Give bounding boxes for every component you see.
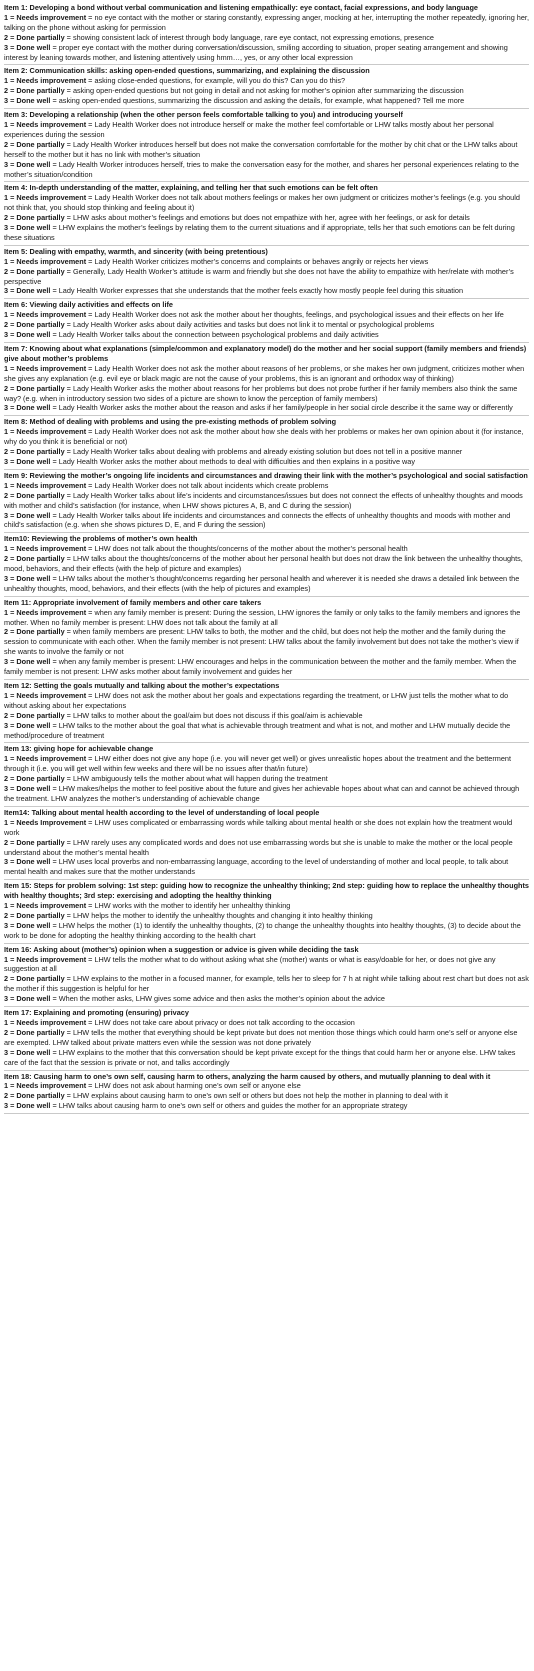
rating-level xyxy=(4,921,529,941)
rating-level-description: = LHW ambiguously tells the mother about what will happen during the treatment xyxy=(64,774,328,784)
rating-item xyxy=(4,944,529,1007)
rating-level xyxy=(4,711,529,721)
rating-item xyxy=(4,246,529,300)
rating-level-description: = Lady Health Worker asks the mother about reasons for her problems but does not probe further if her family members also think the same way? (e.g. when in introductory session two sides of a picture are shown to know the perception of family members) xyxy=(4,383,518,403)
rating-item xyxy=(4,343,529,416)
rating-level-description: = LHW explains to the mother in a focused manner, for example, tells her to sleep for 7 h at night while talking about rest chart but does not ask the mother if this suggestion is helpful for her xyxy=(4,974,529,994)
rating-level-description: = LHW helps the mother (1) to identify the unhealthy thoughts, (2) to change the unhealthy thoughts into healthy thoughts, (3) to decide about the work to be done for adopting the healthy thinking according to the health chart xyxy=(4,920,521,940)
item-title: Item 3: Developing a relationship (when the other person feels comfortable talking to you) and introducing yourself xyxy=(4,110,403,120)
rating-level-description: = LHW helps the mother to identify the unhealthy thoughts and changing it into healthy thinking xyxy=(64,910,373,920)
rating-level-description: = Generally, Lady Health Worker’s attitude is warm and friendly but she does not have the ability to empathize with her/relate with mother’s perspective xyxy=(4,266,514,286)
rating-level xyxy=(4,955,529,975)
item-title: Item 8: Method of dealing with problems and using the pre-existing methods of problem solving xyxy=(4,417,337,427)
rating-level-description: = Lady Health Worker does not ask the mother about her thoughts, feelings, and psychological issues and their effects on her life xyxy=(86,310,504,320)
rating-level-description: = LHW does not talk about the thoughts/concerns of the mother about the mother’s personal health xyxy=(86,544,408,554)
rating-level-key: 2 = Done partially xyxy=(4,383,65,393)
rating-level-description: = when any family member is present: LHW encourages and helps in the communication between the mother and the family member. When the family member is not present: LHW asks mother about family involvement and guides her xyxy=(4,657,517,677)
rating-level-key: 1 = Needs improvement xyxy=(4,76,87,86)
rating-level-key: 1 = Needs improvement xyxy=(4,427,87,437)
rating-item xyxy=(4,109,529,182)
rating-level xyxy=(4,257,529,267)
rating-level-description: = showing consistent lack of interest through body language, rare eye contact, not expressing emotions, presence xyxy=(64,32,434,42)
rating-level-description: = Lady Health Worker talks about the connection between psychological problems and daily activities xyxy=(50,330,379,340)
rating-level-key: 2 = Done partially xyxy=(4,554,65,564)
rating-level-description: = proper eye contact with the mother during conversation/discussion, smiling according to situation, proper seating arrangement and showing interest by leaning towards mother, and listening attentively using hmm…, yes, or any other local expression xyxy=(4,42,508,62)
rating-item xyxy=(4,2,529,65)
rating-level xyxy=(4,13,529,33)
rating-level-key: 3 = Done well xyxy=(4,1047,51,1057)
rating-level-description: = Lady Health Worker does not talk about incidents which create problems xyxy=(86,480,329,490)
rating-item xyxy=(4,680,529,743)
rating-level xyxy=(4,1101,529,1111)
rating-level-key: 2 = Done partially xyxy=(4,710,65,720)
rating-level xyxy=(4,76,529,86)
rating-level-key: 2 = Done partially xyxy=(4,1091,65,1101)
rating-level-key: 1 = Needs improvement xyxy=(4,363,87,373)
rating-level-description: = Lady Health Worker does not talk about mothers feelings or makes her own judgment or criticizes mother’s feelings (e.g. you should not think that, you should stop thinking and feeling about it) xyxy=(4,193,520,213)
rating-level xyxy=(4,627,529,657)
rating-level-description: = LHW does not take care about privacy or does not talk according to the occasion xyxy=(86,1018,355,1027)
rating-level-description: = LHW works with the mother to identify her unhealthy thinking xyxy=(86,901,291,911)
rating-level-key: 1 = Needs improvement xyxy=(4,12,87,22)
rating-item xyxy=(4,1071,529,1115)
rating-level-description: = asking open-ended questions but not going in detail and not asking for mother’s opinion after summarizing the discussion xyxy=(64,86,464,96)
rating-level-key: 2 = Done partially xyxy=(4,627,65,637)
rating-item xyxy=(4,807,529,880)
rating-level-description: = when family members are present: LHW talks to both, the mother and the child, but does not help the mother and the family during the session to communicate with each other. When the family member is not present: LHW talks about the family involvement but does not take the mother’s view if she wants to involve the family or not xyxy=(4,627,519,657)
rating-level xyxy=(4,330,529,340)
rating-level-key: 1 = Needs improvement xyxy=(4,480,87,490)
rating-level-key: 3 = Done well xyxy=(4,510,51,520)
rating-level xyxy=(4,857,529,877)
rating-level-description: = Lady Health Worker talks about life incidents and circumstances and connects the effects of unhealthy thoughts and moods with mother and child’s satisfaction (e.g. when she shows pictures D, E, and F during the session) xyxy=(4,510,511,530)
rating-level-key: 1 = Needs improvement xyxy=(4,1081,87,1091)
rating-level-key: 3 = Done well xyxy=(4,286,51,296)
item-title: Item 2: Communication skills: asking open-ended questions, summarizing, and explaining the discussion xyxy=(4,66,370,76)
rating-level xyxy=(4,1091,529,1101)
rating-level xyxy=(4,140,529,160)
rating-level-key: 3 = Done well xyxy=(4,720,51,730)
rating-level-key: 3 = Done well xyxy=(4,403,51,413)
item-title: Item 15: Steps for problem solving: 1st step: guiding how to recognize the unhealthy thinking; 2nd step: guiding how to replace the unhealthy thoughts with healthy thoughts; 3rd step: exercising and adopting the healthy thinking xyxy=(4,881,529,901)
rating-item xyxy=(4,743,529,806)
rating-item xyxy=(4,416,529,470)
rating-level-description: = Lady Health Worker does not ask the mother about how she deals with her problems or makes her own opinion about it (for instance, why do you think it is beneficial or not) xyxy=(4,427,524,447)
rating-level-description: = LHW tells the mother what to do without asking what she (mother) wants or what is easy/doable for her, or does not give any suggestion at all xyxy=(4,954,496,974)
rating-level-key: 3 = Done well xyxy=(4,657,51,667)
rating-level xyxy=(4,310,529,320)
rating-level-key: 1 = Needs improvement xyxy=(4,193,87,203)
rating-level xyxy=(4,457,529,467)
rating-level xyxy=(4,574,529,594)
item-title: Item 18: Causing harm to one’s own self, causing harm to others, analyzing the harm caused by others, and mutually planning to deal with it xyxy=(4,1071,491,1081)
rating-level-description: = LHW explains about causing harm to one’s own self or others but does not help the mother in planning to deal with it xyxy=(64,1091,449,1101)
rating-level-key: 3 = Done well xyxy=(4,330,51,340)
rating-level-key: 2 = Done partially xyxy=(4,774,65,784)
rating-level-key: 1 = Needs Improvement xyxy=(4,817,87,827)
rating-level xyxy=(4,994,529,1004)
rating-level-key: 2 = Done partially xyxy=(4,86,65,96)
rating-level-description: = LHW talks about the thoughts/concerns of the mother about her personal health but does not draw the link between the unhealthy thoughts, mood, behaviors, and their effects (with the help of picture and examples) xyxy=(4,554,523,574)
rating-level-key: 1 = Needs improvement xyxy=(4,544,87,554)
rating-level-key: 1 = Needs improvement xyxy=(4,754,87,764)
rating-level-description: = LHW uses complicated or embarrassing words while talking about mental health or she does not explain how the treatment would work xyxy=(4,817,513,837)
rating-level xyxy=(4,427,529,447)
rating-level-key: 2 = Done partially xyxy=(4,139,65,149)
rating-level-description: = Lady Health Worker asks the mother about methods to deal with difficulties and then explains in a positive way xyxy=(50,456,416,466)
rating-level-key: 3 = Done well xyxy=(4,223,51,233)
rating-level-description: = LHW asks about mother’s feelings and emotions but does not empathize with her, agree with her feelings, or ask for details xyxy=(64,213,470,223)
rating-level xyxy=(4,96,529,106)
rating-item xyxy=(4,597,529,680)
rating-level-key: 1 = Needs improvement xyxy=(4,310,87,320)
rating-level xyxy=(4,608,529,628)
rating-level xyxy=(4,481,529,491)
rating-level-key: 2 = Done partially xyxy=(4,320,65,330)
rating-level-key: 2 = Done partially xyxy=(4,490,65,500)
rating-level-description: = LHW rarely uses any complicated words and does not use embarrassing words but she is unable to make the mother or the local people understand about the mother’s mental health xyxy=(4,837,513,857)
rating-level-key: 3 = Done well xyxy=(4,920,51,930)
item-title: Item 13: giving hope for achievable change xyxy=(4,744,154,754)
rating-level-key: 3 = Done well xyxy=(4,42,51,52)
rating-level xyxy=(4,511,529,531)
item-title: Item 7: Knowing about what explanations (simple/common and explanatory model) do the mother and her social support (family members and friends) give about mother’s problems xyxy=(4,344,527,363)
rating-level-description: = when any family member is present: During the session, LHW ignores the family or only talks to the family members and ignores the mother. When no family member is present: LHW does not talk about the family at all xyxy=(4,607,521,627)
item-title: Item 17: Explaining and promoting (ensuring) privacy xyxy=(4,1008,189,1018)
rating-level-description: = LHW talks about causing harm to one’s own self or others and guides the mother for an appropriate strategy xyxy=(50,1101,408,1111)
rating-level-description: = When the mother asks, LHW gives some advice and then asks the mother’s opinion about the advice xyxy=(50,994,385,1004)
rating-level-description: = Lady Health Worker introduces herself but does not make the conversation comfortable for the mother by chit chat or the LHW talks about herself to the mother but it has no link with mother’s situation xyxy=(4,139,518,159)
rating-level xyxy=(4,286,529,296)
rating-level-description: = LHW explains to the mother that this conversation should be kept private except for the things that could harm her or anyone else. LHW takes care of the fact that the session is private or not, and talks accordingly xyxy=(4,1047,516,1067)
rating-level-description: = Lady Health Worker introduces herself, tries to make the conversation easy for the mother, and shares her personal experiences relating to the mother’s situation/condition xyxy=(4,159,519,179)
rating-item xyxy=(4,299,529,343)
rating-level-key: 2 = Done partially xyxy=(4,837,65,847)
rating-item xyxy=(4,1007,529,1070)
rating-level-key: 3 = Done well xyxy=(4,784,51,794)
rating-level xyxy=(4,267,529,287)
rating-level-key: 1 = Needs improvement xyxy=(4,954,87,964)
rating-level-description: = Lady Health Worker asks about daily activities and tasks but does not link it to mental or psychological problems xyxy=(64,320,435,330)
rating-level-key: 3 = Done well xyxy=(4,96,51,106)
rating-level xyxy=(4,213,529,223)
rating-level-description: = asking close-ended questions, for example, will you do this? Can you do this? xyxy=(86,76,346,86)
rating-level xyxy=(4,193,529,213)
item-title: Item 9: Reviewing the mother’s ongoing life incidents and circumstances and drawing their link with the mother’s psychological and social satisfaction xyxy=(4,470,528,480)
rating-level-key: 1 = Needs improvement xyxy=(4,119,87,129)
rating-level-description: = LHW uses local proverbs and non-embarrassing language, according to the level of understanding of mother and local people, to talk about mental health and makes sure that the mother understands xyxy=(4,857,509,877)
rating-level-description: = LHW talks about the mother’s thought/concerns regarding her personal health and wherever it is needed she draws a detailed link between the unhealthy thoughts, mood, behaviors, and their effects (with the help of pictures and examples) xyxy=(4,573,520,593)
rating-level-key: 1 = Needs improvement xyxy=(4,1018,87,1027)
rating-level-description: = Lady Health Worker expresses that she understands that the mother feels exactly how mostly people feel during this situation xyxy=(50,286,464,296)
rating-level xyxy=(4,86,529,96)
rating-level-description: = LHW does not ask about harming one’s own self or anyone else xyxy=(86,1081,301,1091)
rating-level-key: 3 = Done well xyxy=(4,994,51,1004)
rating-level-key: 2 = Done partially xyxy=(4,213,65,223)
rating-level-key: 2 = Done partially xyxy=(4,974,65,984)
rating-level-key: 1 = Needs improvement xyxy=(4,256,87,266)
item-title: Item 11: Appropriate involvement of family members and other care takers xyxy=(4,597,262,607)
item-title: Item 12: Setting the goals mutually and talking about the mother’s expectations xyxy=(4,681,280,690)
rating-level-key: 2 = Done partially xyxy=(4,910,65,920)
rating-level xyxy=(4,384,529,404)
rating-level xyxy=(4,774,529,784)
rating-level xyxy=(4,784,529,804)
rating-level-key: 2 = Done partially xyxy=(4,1027,65,1037)
rating-item xyxy=(4,65,529,109)
rating-level xyxy=(4,33,529,43)
rating-item xyxy=(4,182,529,245)
rating-level xyxy=(4,447,529,457)
rating-level-description: = Lady Health Worker does not introduce herself or make the mother feel comfortable or LHW talks mostly about her personal experiences during the session xyxy=(4,119,494,139)
rating-level-key: 1 = Needs improvement xyxy=(4,901,87,911)
rating-level xyxy=(4,223,529,243)
rating-level xyxy=(4,1081,529,1091)
rating-item xyxy=(4,880,529,943)
rating-level-key: 1 = Needs improvement xyxy=(4,690,87,700)
rating-level xyxy=(4,1028,529,1048)
rating-level-key: 3 = Done well xyxy=(4,573,51,583)
rating-level xyxy=(4,403,529,413)
rating-level xyxy=(4,721,529,741)
rating-level-key: 3 = Done well xyxy=(4,857,51,867)
rating-level-key: 2 = Done partially xyxy=(4,32,65,42)
rating-item xyxy=(4,533,529,596)
rating-level-description: = Lady Health Worker talks about life’s incidents and circumstances/issues but does not connect the effects of unhealthy thoughts and moods with mother and child’s satisfaction (for instance, when LHW shows pictures A, B, and C during the session) xyxy=(4,490,523,510)
rating-level-description: = Lady Health Worker does not ask the mother about reasons of her problems, or she makes her own judgment, criticizes mother when she gives any explanation (e.g. evil eye or black magic are not the cause of your problems, this is an ignorant and orthodox way of thinking) xyxy=(4,363,525,383)
rating-level xyxy=(4,657,529,677)
rating-level xyxy=(4,160,529,180)
rating-level-description: = LHW makes/helps the mother to feel positive about the future and gives her achievable hopes about what can and cannot be achieved through the treatment. LHW analyzes the mother’s understanding of achievable change xyxy=(4,784,520,803)
rating-level-description: = Lady Health Worker criticizes mother’s concerns and complaints or behaves angrily or rejects her views xyxy=(86,256,429,266)
rating-level xyxy=(4,43,529,63)
rating-level xyxy=(4,320,529,330)
rating-level xyxy=(4,691,529,711)
rating-level-description: = Lady Health Worker asks the mother about the reason and asks if her family/people in her social circle describe it the same way or differently xyxy=(50,403,513,413)
rating-level-description: = LHW talks to mother about the goal/aim but does not discuss if this goal/aim is achievable xyxy=(64,710,363,720)
rating-level xyxy=(4,974,529,994)
rating-level xyxy=(4,911,529,921)
rating-item xyxy=(4,470,529,533)
rating-level-description: = asking open-ended questions, summarizing the discussion and asking the details, for example, what happened? Tell me more xyxy=(50,96,465,106)
rating-level xyxy=(4,491,529,511)
rating-level-description: = Lady Health Worker talks about dealing with problems and already existing solution but does not tell in a positive manner xyxy=(64,447,463,457)
rating-level-description: = no eye contact with the mother or staring constantly, expressing anger, mocking at her, interrupting the mother repeatedly, ignoring her, talking on the phone without asking for permission xyxy=(4,12,529,32)
rating-level xyxy=(4,1018,529,1028)
rating-level xyxy=(4,364,529,384)
item-title: Item 1: Developing a bond without verbal communication and listening empathically: eye contact, facial expressions, and body language xyxy=(4,3,478,12)
rating-level xyxy=(4,120,529,140)
item-title: Item 6: Viewing daily activities and effects on life xyxy=(4,300,173,310)
item-title: Item10: Reviewing the problems of mother’s own health xyxy=(4,534,198,544)
rating-level xyxy=(4,544,529,554)
item-title: Item14: Talking about mental health according to the level of understanding of local people xyxy=(4,807,320,817)
item-title: Item 4: In-depth understanding of the matter, explaining, and telling her that such emotions can be felt often xyxy=(4,183,378,193)
item-title: Item 5: Dealing with empathy, warmth, and sincerity (with being pretentious) xyxy=(4,246,268,256)
rating-level xyxy=(4,754,529,774)
rating-level-description: = LHW talks to the mother about the goal that what is achievable through treatment and what is not, and mother and LHW mutually decide the method/procedure of treatment xyxy=(4,720,511,740)
rating-level xyxy=(4,554,529,574)
rating-level-key: 2 = Done partially xyxy=(4,266,65,276)
item-title: Item 16: Asking about (mother’s) opinion when a suggestion or advice is given while deciding the task xyxy=(4,944,359,954)
rating-level-key: 3 = Done well xyxy=(4,456,51,466)
rating-level-description: = LHW does not ask the mother about her goals and expectations regarding the treatment, or LHW just tells the mother what to do without asking about her expectations xyxy=(4,690,509,710)
rating-level-key: 3 = Done well xyxy=(4,1101,51,1111)
rating-level-description: = LHW explains the mother’s feelings by relating them to the current situations and if appropriate, tells her that such emotions can be felt during these situations xyxy=(4,223,515,242)
rating-level xyxy=(4,838,529,858)
rating-level-key: 3 = Done well xyxy=(4,159,51,169)
rating-level xyxy=(4,1048,529,1068)
rating-level-key: 2 = Done partially xyxy=(4,447,65,457)
rating-level-description: = LHW either does not give any hope (i.e. you will never get well) or gives unrealistic hopes about the treatment and the betterment through it (i.e. you will get well within few weeks and there will be no issues after that/in future) xyxy=(4,754,511,774)
rating-level-key: 1 = Needs improvement xyxy=(4,607,87,617)
rating-level xyxy=(4,901,529,911)
rating-level-description: = LHW tells the mother that everything should be kept private but does not mention those things which could harm one’s self or anyone else are exempted. LHW talked about private matters even while the session was not done privately xyxy=(4,1027,518,1047)
rating-level xyxy=(4,818,529,838)
